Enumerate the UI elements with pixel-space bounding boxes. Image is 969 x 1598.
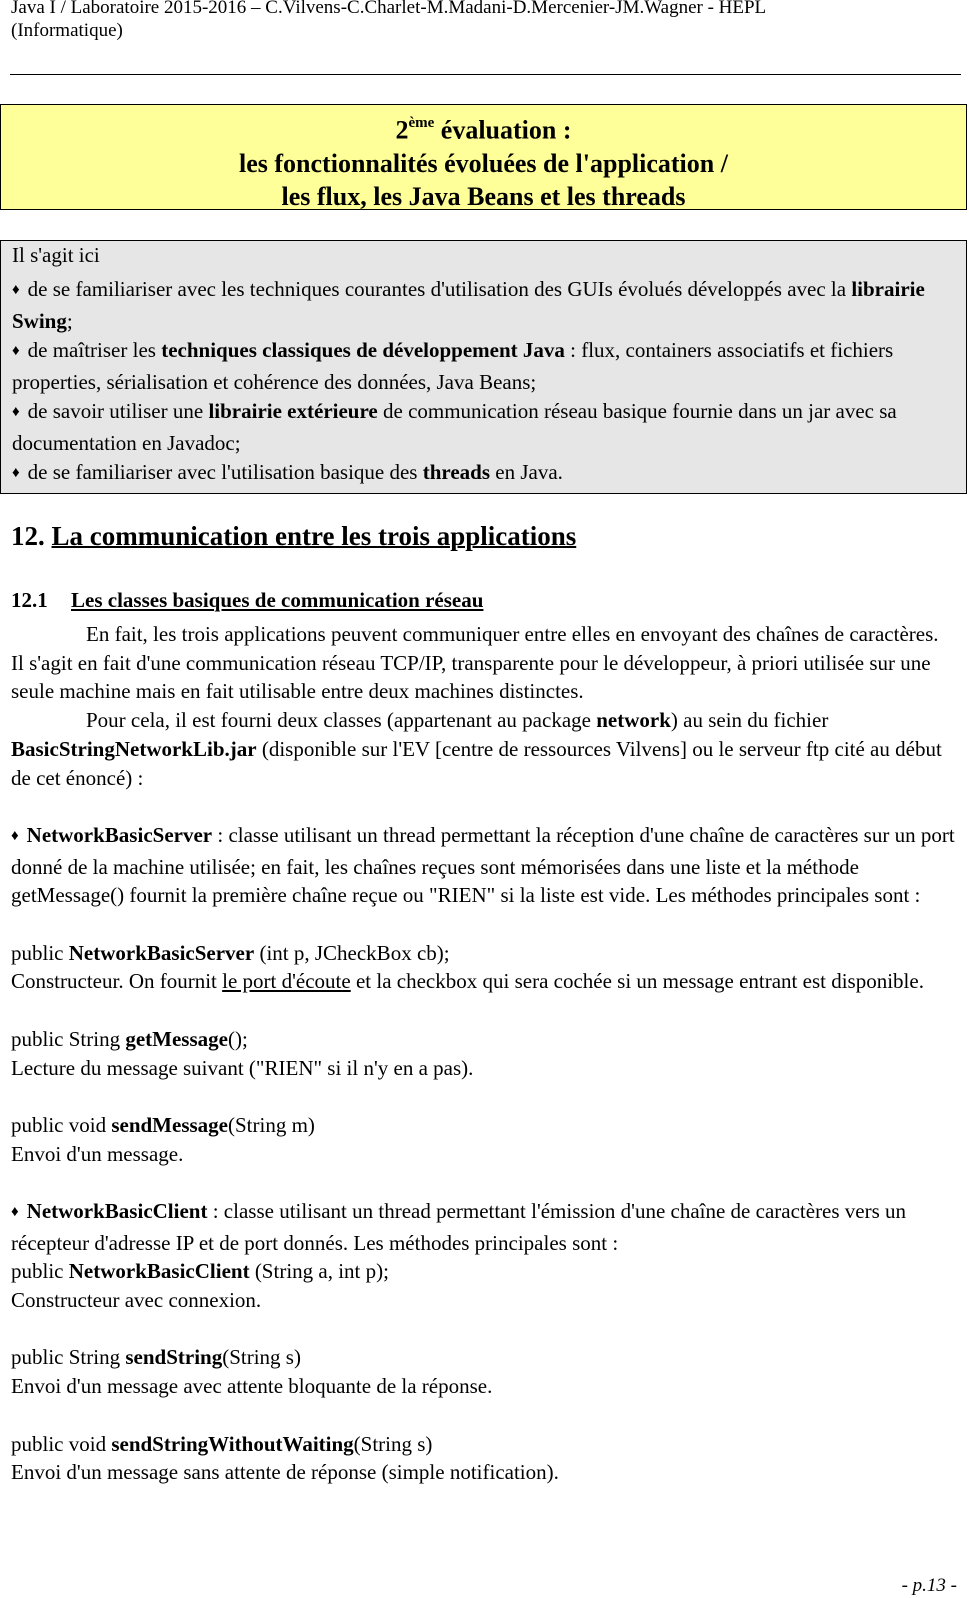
method-description: Lecture du message suivant ("RIEN" si il n'y en a pas). (11, 1055, 474, 1080)
header-rule (10, 74, 961, 75)
method-name: NetworkBasicServer (68, 940, 255, 965)
signature-params: (int p, JCheckBox cb); (254, 940, 450, 965)
spacer (11, 1168, 955, 1197)
method-name: sendString (125, 1345, 223, 1370)
method-description: Envoi d'un message. (11, 1141, 184, 1166)
title-number: 2 (395, 115, 409, 145)
objectives-box (0, 240, 967, 494)
jar-name: BasicStringNetworkLib.jar (11, 736, 257, 761)
spacer (11, 792, 955, 821)
page-header (11, 0, 951, 42)
objective-item (12, 336, 956, 397)
underlined-term: le port d'écoute (222, 969, 351, 994)
header-line-1: Java I / Laboratoire 2015-2016 – C.Vilvens-C.Charlet-M.Madani-D.Mercenier-JM.Wagner - HEPL (11, 0, 767, 18)
objective-bold: threads (422, 460, 491, 484)
class-name: NetworkBasicClient (26, 1198, 208, 1223)
title-line-2: les fonctionnalités évoluées de l'application / (239, 148, 728, 178)
signature-prefix: public (11, 940, 69, 965)
signature-prefix: public void (11, 1431, 112, 1456)
objective-text: de maîtriser les (27, 338, 162, 362)
client-class-item (11, 1197, 955, 1257)
signature-params: (String s) (353, 1431, 433, 1456)
objective-item (12, 275, 956, 336)
signature-prefix: public void (11, 1112, 112, 1137)
method-signature (11, 1111, 955, 1140)
title-superscript: ème (408, 115, 435, 131)
evaluation-title-box (0, 104, 967, 210)
section-title: La communication entre les trois applications (51, 521, 577, 551)
class-name: NetworkBasicServer (26, 822, 213, 847)
method-signature (11, 939, 955, 968)
signature-prefix: public (11, 1259, 69, 1284)
diamond-bullet-icon: ♦ (12, 404, 20, 420)
diamond-bullet-icon: ♦ (11, 1203, 19, 1220)
diamond-bullet-icon: ♦ (11, 827, 19, 844)
spacer (11, 996, 955, 1025)
diamond-bullet-icon: ♦ (12, 465, 20, 481)
method-description: Constructeur avec connexion. (11, 1288, 262, 1313)
objective-text: de se familiariser avec les techniques courantes d'utilisation des GUIs évolués développés avec la (27, 277, 852, 301)
method-signature (11, 1430, 955, 1459)
objective-text: en Java. (490, 460, 563, 484)
signature-params: (String m) (228, 1112, 315, 1137)
paragraph-intro: En fait, les trois applications peuvent communiquer entre elles en envoyant des chaînes de caractères. Il s'agit en fait d'une communication réseau TCP/IP, transparente pour le développeur, à priori utilisée sur une seule machine mais en fait utilisable entre deux machines distinctes. (11, 622, 939, 704)
signature-params: (); (227, 1026, 248, 1051)
objective-bold: librairie Swing (12, 277, 925, 333)
objective-text: : flux, containers associatifs et fichiers properties, sérialisation et cohérence des données, Java Beans; (12, 338, 894, 394)
body-text (11, 620, 955, 1487)
spacer (11, 1315, 955, 1344)
signature-prefix: public String (11, 1345, 126, 1370)
method-description: Envoi d'un message sans attente de réponse (simple notification). (11, 1460, 559, 1485)
objective-bold: techniques classiques de développement Java (161, 338, 565, 362)
method-signature (11, 1343, 955, 1372)
title-line-1-text: évaluation : (434, 115, 572, 145)
method-name: NetworkBasicClient (68, 1259, 250, 1284)
spacer (11, 910, 955, 939)
objective-item (12, 458, 956, 490)
paragraph-classes (11, 706, 955, 792)
method-description (11, 967, 955, 996)
signature-params: (String s) (222, 1345, 301, 1370)
objective-item (12, 397, 956, 458)
subsection-heading (11, 586, 483, 614)
method-name: getMessage (125, 1026, 228, 1051)
objective-text: ; (66, 309, 73, 333)
section-heading (11, 519, 576, 553)
objectives-lead: Il s'agit ici (12, 243, 100, 267)
class-description: : classe utilisant un thread permettant l'émission d'une chaîne de caractères vers un récepteur d'adresse IP et de port donnés. Les méthodes principales sont : (11, 1198, 907, 1255)
title-line-1 (1, 109, 966, 147)
page-number: - p.13 - (901, 1575, 957, 1596)
text-run: (disponible sur l'EV [centre de ressources Vilvens] ou le serveur ftp cité au début de cet énoncé) : (11, 736, 942, 790)
objective-text: de se familiariser avec l'utilisation basique des (27, 460, 423, 484)
subsection-number: 12.1 (11, 588, 48, 612)
text-run: et la checkbox qui sera cochée si un message entrant est disponible. (350, 969, 924, 994)
method-signature (11, 1025, 955, 1054)
signature-params: (String a, int p); (249, 1259, 389, 1284)
text-run: Pour cela, il est fourni deux classes (appartenant au package (86, 708, 597, 733)
server-class-item (11, 821, 955, 910)
method-signature (11, 1257, 955, 1286)
method-description: Envoi d'un message avec attente bloquante de la réponse. (11, 1374, 493, 1399)
diamond-bullet-icon: ♦ (12, 343, 20, 359)
method-name: sendMessage (111, 1112, 228, 1137)
objective-bold: librairie extérieure (208, 399, 378, 423)
method-name: sendStringWithoutWaiting (111, 1431, 354, 1456)
header-line-2: (Informatique) (11, 20, 123, 41)
text-run: ) au sein du fichier (670, 708, 829, 733)
objective-text: de savoir utiliser une (27, 399, 209, 423)
text-run: Constructeur. On fournit (11, 969, 223, 994)
class-description: : classe utilisant un thread permettant la réception d'une chaîne de caractères sur un port donné de la machine utilisée; en fait, les chaînes reçues sont mémorisées dans une liste et la méthode getMessage() fournit la première chaîne reçue ou "RIEN" si la liste est vide. Les méthodes principales sont : (11, 822, 955, 908)
package-name: network (596, 708, 671, 733)
section-number: 12. (11, 521, 52, 551)
diamond-bullet-icon: ♦ (12, 282, 20, 298)
objective-text: de communication réseau basique fournie dans un jar avec sa documentation en Javadoc; (12, 399, 897, 455)
spacer (11, 1082, 955, 1111)
subsection-title: Les classes basiques de communication réseau (71, 588, 484, 612)
signature-prefix: public String (11, 1026, 126, 1051)
spacer (11, 1401, 955, 1430)
title-line-3: les flux, les Java Beans et les threads (281, 181, 686, 211)
